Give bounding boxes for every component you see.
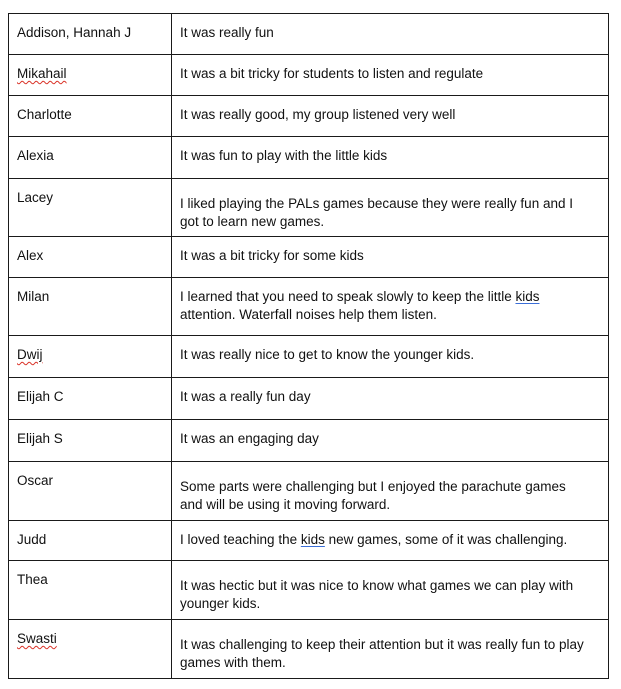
student-name: Elijah C bbox=[9, 378, 172, 420]
comment-text: new games, some of it was challenging. bbox=[324, 532, 568, 547]
table-row bbox=[9, 237, 609, 278]
comment-line: younger kids. bbox=[180, 596, 261, 611]
table-row bbox=[9, 521, 609, 561]
student-name: Elijah S bbox=[9, 420, 172, 462]
student-comment: It was a bit tricky for students to listen and regulate bbox=[172, 55, 609, 96]
comment-line: Some parts were challenging but I enjoyed the parachute games bbox=[180, 479, 566, 494]
grammar-flag[interactable]: kids bbox=[515, 289, 540, 304]
table-row bbox=[9, 278, 609, 336]
table-row bbox=[9, 462, 609, 521]
comment-text: I learned that you need to speak slowly to keep the little bbox=[180, 289, 516, 304]
comment-line: and will be using it moving forward. bbox=[180, 497, 391, 512]
student-comment: It was really nice to get to know the younger kids. bbox=[172, 336, 609, 378]
student-comment: It was really fun bbox=[172, 14, 609, 55]
student-name: Addison, Hannah J bbox=[9, 14, 172, 55]
student-name bbox=[9, 620, 172, 679]
student-name bbox=[9, 336, 172, 378]
comment-line bbox=[180, 288, 600, 306]
table-row bbox=[9, 336, 609, 378]
student-comment bbox=[172, 278, 609, 336]
student-name: Alex bbox=[9, 237, 172, 278]
table-row bbox=[9, 378, 609, 420]
student-comment: It was an engaging day bbox=[172, 420, 609, 462]
student-name: Alexia bbox=[9, 137, 172, 179]
comment-line: I liked playing the PALs games because they were really fun and I bbox=[180, 196, 573, 211]
student-comment bbox=[172, 620, 609, 679]
student-comment bbox=[172, 521, 609, 561]
comment-line: It was hectic but it was nice to know what games we can play with bbox=[180, 578, 574, 593]
feedback-table bbox=[8, 13, 609, 679]
student-comment: It was really good, my group listened very well bbox=[172, 96, 609, 137]
spelling-flag[interactable]: Dwij bbox=[17, 347, 43, 362]
student-comment bbox=[172, 462, 609, 521]
table-row bbox=[9, 561, 609, 620]
comment-line: It was challenging to keep their attention but it was really fun to play bbox=[180, 637, 584, 652]
table-row bbox=[9, 55, 609, 96]
table-row bbox=[9, 420, 609, 462]
student-name: Charlotte bbox=[9, 96, 172, 137]
table-row bbox=[9, 14, 609, 55]
student-name: Judd bbox=[9, 521, 172, 561]
student-comment: It was a really fun day bbox=[172, 378, 609, 420]
student-comment bbox=[172, 179, 609, 237]
comment-line: games with them. bbox=[180, 655, 286, 670]
student-name: Lacey bbox=[9, 179, 172, 237]
spelling-flag[interactable]: Swasti bbox=[17, 631, 57, 646]
student-comment: It was fun to play with the little kids bbox=[172, 137, 609, 179]
table-row bbox=[9, 620, 609, 679]
table-row bbox=[9, 96, 609, 137]
table-row bbox=[9, 179, 609, 237]
student-name: Milan bbox=[9, 278, 172, 336]
student-comment bbox=[172, 561, 609, 620]
comment-text: I loved teaching the bbox=[180, 532, 301, 547]
spelling-flag[interactable]: Mikahail bbox=[17, 66, 67, 81]
grammar-flag[interactable]: kids bbox=[300, 532, 325, 547]
table-row bbox=[9, 137, 609, 179]
comment-line: attention. Waterfall noises help them listen. bbox=[180, 307, 437, 322]
student-name: Thea bbox=[9, 561, 172, 620]
student-name: Oscar bbox=[9, 462, 172, 521]
comment-line: got to learn new games. bbox=[180, 214, 325, 229]
student-name bbox=[9, 55, 172, 96]
student-comment: It was a bit tricky for some kids bbox=[172, 237, 609, 278]
